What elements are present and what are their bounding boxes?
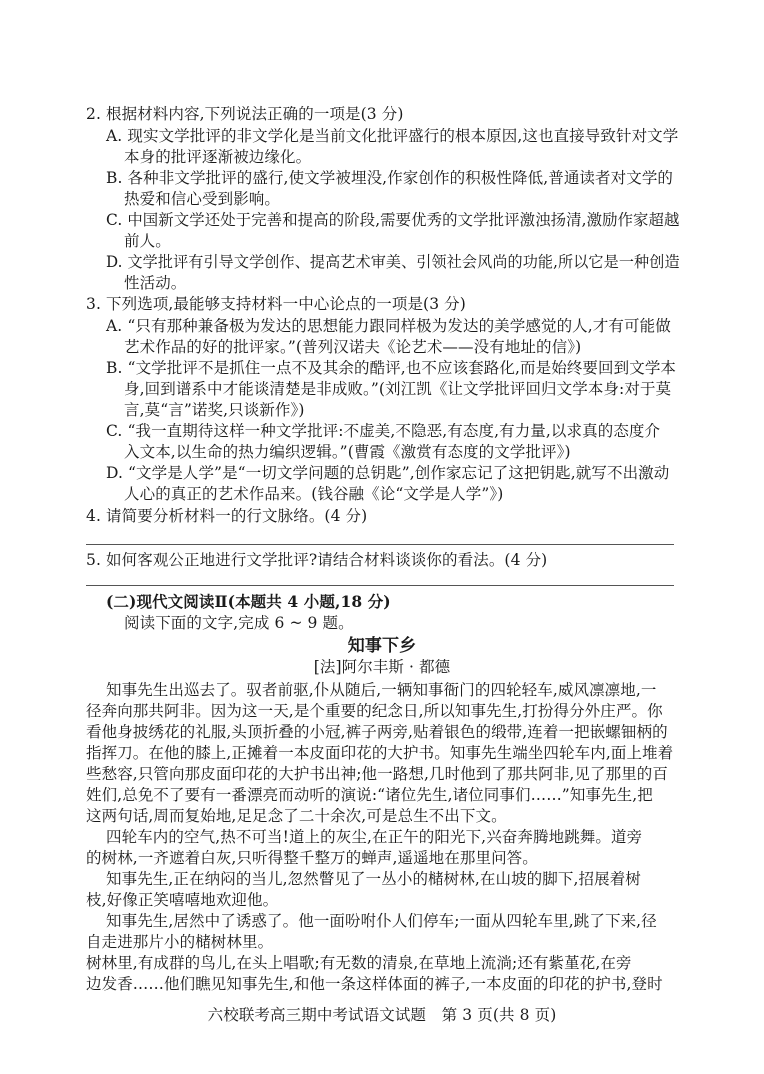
q2-option-a-line2: 本身的批评逐渐被边缘化。 (124, 148, 312, 166)
story-author: [法]阿尔丰斯 · 都德 (313, 658, 451, 676)
q3-option-a-line2: 艺术作品的好的批评家。”(普列汉诺夫《论艺术——没有地址的信》) (124, 338, 582, 356)
q2-option-c-line2: 前人。 (124, 232, 171, 250)
story-p1-line: 知事先生出巡去了。驭者前驱,仆从随后,一辆知事衙门的四轮轻车,威风凛凛地,一 (106, 681, 657, 699)
q3-option-d-line1: D. “文学是人学”是“一切文学问题的总钥匙”,创作家忘记了这把钥匙,就写不出激动 (106, 464, 670, 482)
answer-line-q5 (86, 585, 674, 586)
q3-option-b-line1: B. “文学批评不是抓住一点不及其余的酷评,也不应该套路化,而是始终要回到文学本 (106, 359, 677, 377)
q2-option-b-line1: B. 各种非文学批评的盛行,使文学被埋没,作家创作的积极性降低,普通读者对文学的 (106, 169, 674, 187)
page-footer: 六校联考高三期中考试语文试题 第 3 页(共 8 页) (207, 1006, 557, 1024)
q3-option-a-line1: A. “只有那种兼备极为发达的思想能力跟同样极为发达的美学感觉的人,才有可能做 (106, 317, 671, 335)
story-p1-line: 些愁容,只管向那皮面印花的大护书出神;他一路想,几时他到了那共阿非,见了那里的百 (86, 765, 669, 783)
story-p1-line: 指挥刀。在他的膝上,正摊着一本皮面印花的大护书。知事先生端坐四轮车内,面上堆着 (86, 744, 674, 762)
q3-option-d-line2: 人心的真正的艺术作品来。(钱谷融《论“文学是人学”》) (124, 485, 504, 503)
story-p3-line: 枝,好像正笑嘻嘻地欢迎他。 (86, 891, 279, 909)
q2-option-a-line1: A. 现实文学批评的非文学化是当前文化批评盛行的根本原因,这也直接导致针对文学 (106, 127, 679, 145)
section-heading: (二)现代文阅读Ⅱ(本题共 4 小题,18 分) (106, 592, 391, 611)
q2-stem: 2. 根据材料内容,下列说法正确的一项是(3 分) (86, 105, 404, 123)
q3-option-c-line1: C. “我一直期待这样一种文学批评:不虚美,不隐恶,有态度,有力量,以求真的态度介 (106, 422, 661, 440)
q2-option-b-line2: 热爱和信心受到影响。 (124, 190, 281, 208)
story-p4-line: 知事先生,居然中了诱惑了。他一面吩咐仆人们停车;一面从四轮车里,跳了下来,径 (106, 912, 657, 930)
q3-option-b-line2: 身,回到谱系中才能谈清楚是非成败。”(刘江凯《让文学批评回归文学本身:对于莫 (124, 380, 672, 398)
story-p5-line: 树林里,有成群的鸟儿,在头上唱歌;有无数的清泉,在草地上流淌;还有紫堇花,在旁 (86, 954, 632, 972)
q2-option-d-line2: 性活动。 (124, 274, 187, 292)
q5-stem: 5. 如何客观公正地进行文学批评?请结合材料谈谈你的看法。(4 分) (86, 551, 548, 569)
q4-stem: 4. 请简要分析材料一的行文脉络。(4 分) (86, 507, 368, 525)
story-p2-line: 的树林,一齐遮着白灰,只听得整千整万的蝉声,遥遥地在那里问答。 (86, 849, 538, 867)
story-p3-line: 知事先生,正在纳闷的当儿,忽然瞥见了一丛小的槠树林,在山坡的脚下,招展着树 (106, 870, 641, 888)
q2-option-c-line1: C. 中国新文学还处于完善和提高的阶段,需要优秀的文学批评激浊扬清,激励作家超越 (106, 211, 680, 229)
section-instruction: 阅读下面的文字,完成 6 ~ 9 题。 (124, 614, 354, 632)
story-p4-line: 自走进那片小的槠树林里。 (86, 933, 274, 951)
story-p1-line: 姓们,总免不了要有一番漂亮而动听的演说:“诸位先生,诸位同事们……”知事先生,把 (86, 786, 653, 804)
q3-option-b-line3: 言,莫“言”诺奖,只谈新作》) (124, 401, 305, 419)
story-title: 知事下乡 (347, 636, 417, 656)
story-p5-line: 边发香……他们瞧见知事先生,和他一条这样体面的裤子,一本皮面的印花的护书,登时 (86, 975, 663, 993)
answer-line-q4 (86, 544, 674, 545)
story-p1-line: 看他身披绣花的礼服,头顶折叠的小冠,裤子两旁,贴着银色的缎带,连着一把嵌螺钿柄的 (86, 723, 668, 741)
story-p2-line: 四轮车内的空气,热不可当!道上的灰尘,在正午的阳光下,兴奋奔腾地跳舞。道旁 (106, 828, 643, 846)
story-p1-line: 这两句话,周而复始地,足足念了二十余次,可是总生不出下文。 (86, 807, 507, 825)
q3-stem: 3. 下列选项,最能够支持材料一中心论点的一项是(3 分) (86, 295, 466, 313)
q2-option-d-line1: D. 文学批评有引导文学创作、提高艺术审美、引领社会风尚的功能,所以它是一种创造 (106, 253, 680, 271)
q3-option-c-line2: 入文本,以生命的热力编织逻辑。”(曹霞《激赏有态度的文学批评》) (124, 443, 571, 461)
story-p1-line: 径奔向那共阿非。因为这一天,是个重要的纪念日,所以知事先生,打扮得分外庄严。你 (86, 702, 663, 720)
